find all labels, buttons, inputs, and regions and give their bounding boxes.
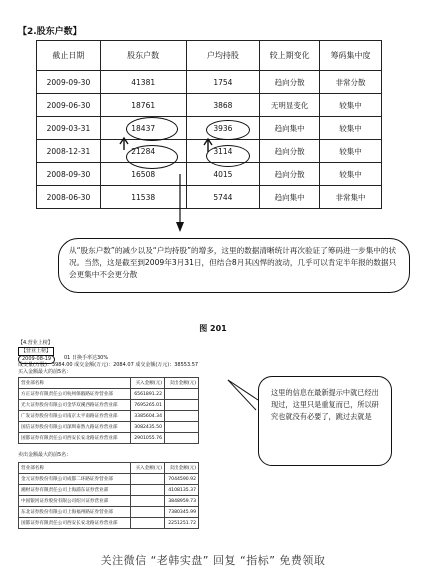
col-header-concentration: 筹码集中度 bbox=[320, 41, 382, 71]
cell: 2008-06-30 bbox=[37, 186, 101, 209]
col-header: 营业部名称 bbox=[19, 463, 131, 474]
figure-label: 图 201 bbox=[199, 324, 227, 333]
cell: 2009-09-30 bbox=[37, 71, 101, 94]
note-callout: 这里的信息在最新提示中就已经出现过，这里只是重复而已，所以研究也就没有必要了，跳过去就是 bbox=[258, 376, 392, 466]
table-row bbox=[19, 389, 199, 400]
cell: 2009-03-31 bbox=[37, 117, 101, 140]
cell bbox=[131, 518, 165, 529]
turnover-line: 01 日换手率达30% bbox=[64, 355, 109, 361]
cell: 较集中 bbox=[320, 163, 382, 186]
cell: 18437 bbox=[100, 117, 186, 140]
cell bbox=[165, 389, 199, 400]
cell: 中国银河证券股份有限公司绍兴证券营业部 bbox=[19, 496, 131, 507]
cell: 非常集中 bbox=[320, 186, 382, 209]
cell: 国信证券股份有限公司深圳泰然九路证券营业部 bbox=[19, 422, 131, 433]
tag-badge: 【营业上榜】 bbox=[18, 347, 54, 356]
cell: 金元证券股份有限公司成都二环路证券营业部 bbox=[19, 474, 131, 485]
watermark-footer: 关注微信 “老韩实盘” 回复 “指标” 免费领取 bbox=[0, 547, 426, 574]
cell: 国都证券有限责任公司西安长安北路证券营业部 bbox=[19, 433, 131, 444]
cell: 2008-12-31 bbox=[37, 140, 101, 163]
cell: 2251251.72 bbox=[165, 518, 199, 529]
cell: 无明显变化 bbox=[260, 94, 320, 117]
col-header-date: 截止日期 bbox=[37, 41, 101, 71]
cell: 国都证券有限责任公司西安长安北路证券营业部 bbox=[19, 518, 131, 529]
cell: 5744 bbox=[186, 186, 260, 209]
cell: 1754 bbox=[186, 71, 260, 94]
table-header-row bbox=[19, 463, 199, 474]
cell: 3082435.50 bbox=[131, 422, 165, 433]
cell: 较集中 bbox=[320, 94, 382, 117]
cell: 7380345.99 bbox=[165, 507, 199, 518]
col-header: 营业部名称 bbox=[19, 378, 131, 389]
table-row bbox=[19, 485, 199, 496]
volume-line: 成交量(万股)：3984.00 成交金额(万元)：2084.07 成交金额(万元)：38553.57 bbox=[18, 362, 199, 368]
cell: 6561891.22 bbox=[131, 389, 165, 400]
table-row bbox=[19, 411, 199, 422]
cell: 16508 bbox=[100, 163, 186, 186]
cell: 趋向分散 bbox=[260, 163, 320, 186]
table-row bbox=[19, 400, 199, 411]
cell: 非常分散 bbox=[320, 71, 382, 94]
cell: 湘财证券有限责任公司上海浦东证券营业部 bbox=[19, 485, 131, 496]
col-header-change: 较上期变化 bbox=[260, 41, 320, 71]
cell: 3848959.73 bbox=[165, 496, 199, 507]
cell: 趋向分散 bbox=[260, 140, 320, 163]
bottom-header-tag: 【4.营业上榜】 bbox=[18, 340, 53, 346]
sell-table bbox=[18, 462, 199, 529]
cell: 3114 bbox=[186, 140, 260, 163]
cell: 3385604.34 bbox=[131, 411, 165, 422]
cell bbox=[131, 507, 165, 518]
cell: 41381 bbox=[100, 71, 186, 94]
table-row bbox=[19, 422, 199, 433]
cell bbox=[131, 496, 165, 507]
cell: 4015 bbox=[186, 163, 260, 186]
buy-table bbox=[18, 377, 199, 444]
section-title: 【2.股东户数】 bbox=[18, 27, 82, 37]
cell: 光大证券股份有限公司金华双溪西路证券营业部 bbox=[19, 400, 131, 411]
cell: 趋向集中 bbox=[260, 117, 320, 140]
cell: 3868 bbox=[186, 94, 260, 117]
cell: 3936 bbox=[186, 117, 260, 140]
table-row bbox=[19, 433, 199, 444]
date-badge: 2009-08-19 bbox=[18, 355, 55, 364]
cell: 11538 bbox=[100, 186, 186, 209]
analysis-callout: 从“股东户数”的减少以及“户均持股”的增多，这里的数据清晰统计再次验证了筹码进一步集中的状况。当然，这是截至到2009年3月31日，但结合8月其凶悍的波动，几乎可以肯定半年报的数据只会更集中不会更分散 bbox=[58, 238, 410, 293]
buy-heading: 买入金额最大的前5名： bbox=[18, 369, 72, 375]
cell: 4108135.37 bbox=[165, 485, 199, 496]
table-header-row bbox=[19, 378, 199, 389]
sell-heading: 卖出金额最大的前5名： bbox=[18, 452, 72, 458]
col-header-holders: 股东户数 bbox=[100, 41, 186, 71]
col-header: 卖出金额(元) bbox=[165, 378, 199, 389]
cell: 较集中 bbox=[320, 117, 382, 140]
cell: 7695265.01 bbox=[131, 400, 165, 411]
cell: 方正证券有限责任公司杭州保俶路证券营业部 bbox=[19, 389, 131, 400]
col-header: 买入金额(元) bbox=[131, 378, 165, 389]
cell: 趋向分散 bbox=[260, 71, 320, 94]
cell: 18761 bbox=[100, 94, 186, 117]
table-row bbox=[19, 474, 199, 485]
cell bbox=[131, 474, 165, 485]
table-row bbox=[19, 507, 199, 518]
col-header: 卖出金额(元) bbox=[165, 463, 199, 474]
cell bbox=[131, 485, 165, 496]
cell: 7044590.92 bbox=[165, 474, 199, 485]
col-header-avg: 户均持股 bbox=[186, 41, 260, 71]
cell: 2009-06-30 bbox=[37, 94, 101, 117]
cell: 2901055.76 bbox=[131, 433, 165, 444]
cell: 趋向集中 bbox=[260, 186, 320, 209]
cell bbox=[165, 400, 199, 411]
cell bbox=[165, 411, 199, 422]
col-header: 买入金额(元) bbox=[131, 463, 165, 474]
table-row bbox=[19, 518, 199, 529]
cell: 广发证券股份有限公司南京太平南路证券营业部 bbox=[19, 411, 131, 422]
cell bbox=[165, 422, 199, 433]
cell: 2008-09-30 bbox=[37, 163, 101, 186]
cell: 东北证券股份有限公司上海福州路证券营业部 bbox=[19, 507, 131, 518]
cell: 较集中 bbox=[320, 140, 382, 163]
cell: 21284 bbox=[100, 140, 186, 163]
table-row bbox=[19, 496, 199, 507]
cell bbox=[165, 433, 199, 444]
